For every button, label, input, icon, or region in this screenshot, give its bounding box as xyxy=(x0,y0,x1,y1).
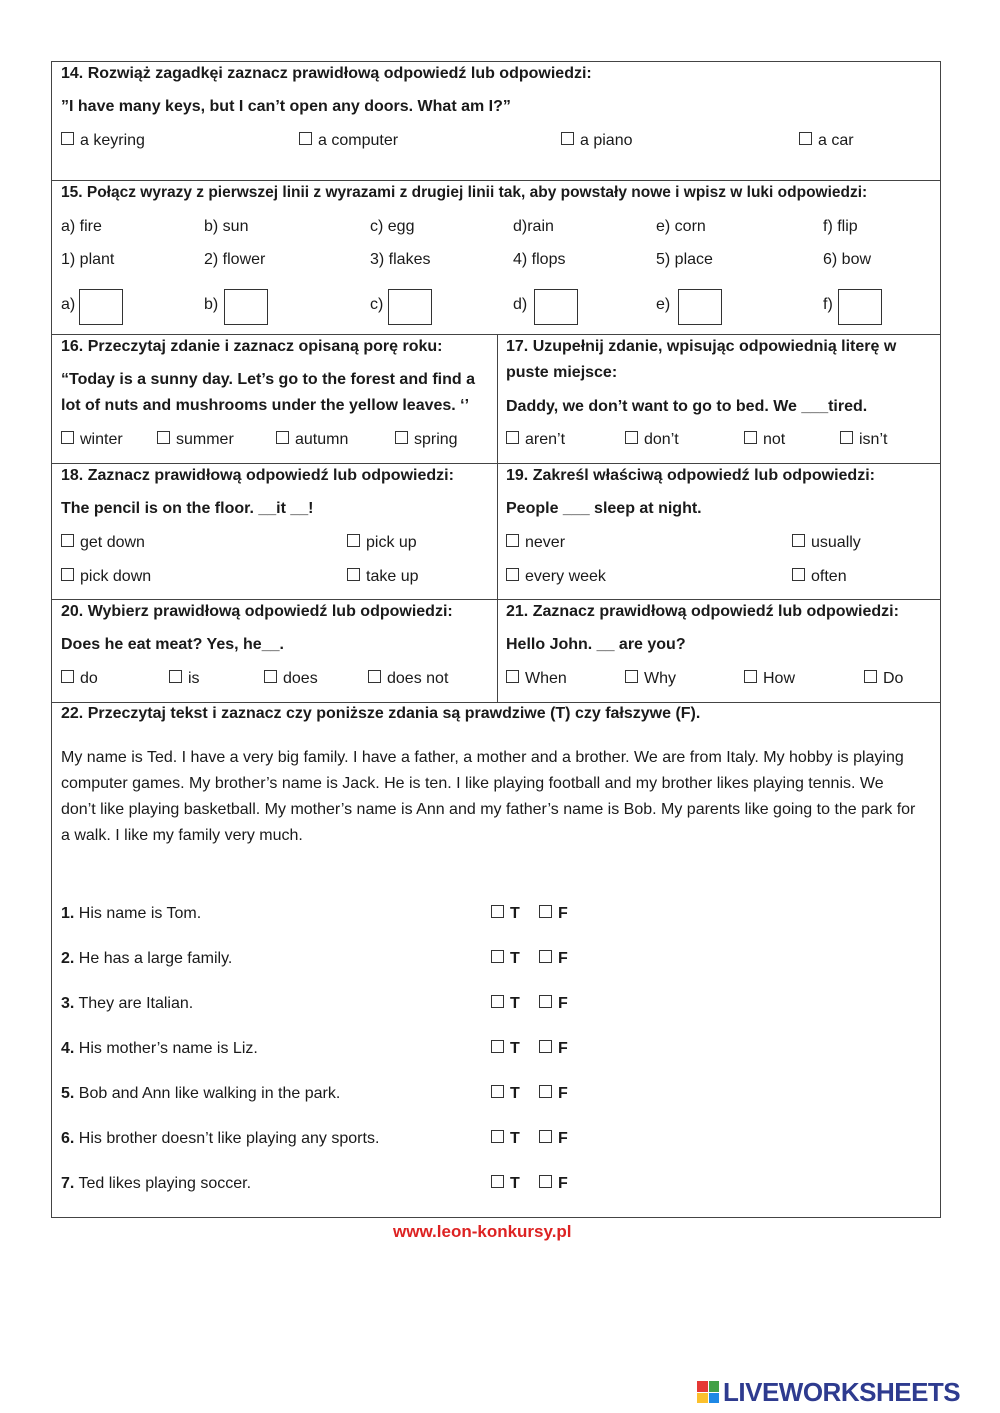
q17-option[interactable]: aren’t xyxy=(506,430,565,450)
worksheet-table xyxy=(51,61,941,1218)
q22-statement: 3. They are Italian. xyxy=(61,995,194,1012)
q22-statement: 7. Ted likes playing soccer. xyxy=(61,1175,252,1192)
checkbox-icon[interactable] xyxy=(299,132,312,145)
true-option[interactable]: T xyxy=(491,1084,520,1104)
q15-answer-label: c) xyxy=(370,296,384,313)
false-option[interactable]: F xyxy=(539,1129,568,1149)
divider xyxy=(52,463,940,464)
q18-option[interactable]: take up xyxy=(347,567,418,587)
q20-title: 20. Wybierz prawidłową odpowiedź lub odpowiedzi: xyxy=(61,603,453,620)
false-option[interactable]: F xyxy=(539,994,568,1014)
checkbox-icon[interactable] xyxy=(539,950,552,963)
q15-first-word: b) sun xyxy=(204,218,249,235)
checkbox-icon[interactable] xyxy=(506,568,519,581)
checkbox-icon[interactable] xyxy=(625,670,638,683)
q20-option[interactable]: does not xyxy=(368,669,448,689)
checkbox-icon[interactable] xyxy=(491,1175,504,1188)
q21-option[interactable]: Do xyxy=(864,669,903,689)
q15-answer-label: f) xyxy=(823,296,833,313)
q16-option[interactable]: winter xyxy=(61,430,123,450)
q15-second-word: 1) plant xyxy=(61,251,115,268)
q14-option[interactable]: a computer xyxy=(299,131,398,151)
q14-option[interactable]: a piano xyxy=(561,131,633,151)
q19-title: 19. Zakreśl właściwą odpowiedź lub odpowiedzi: xyxy=(506,467,875,484)
q19-sentence: People ___ sleep at night. xyxy=(506,500,702,517)
q18-option[interactable]: get down xyxy=(61,533,145,553)
q15-first-word: c) egg xyxy=(370,218,415,235)
false-option[interactable]: F xyxy=(539,1039,568,1059)
q15-first-word: e) corn xyxy=(656,218,706,235)
q16-option[interactable]: autumn xyxy=(276,430,348,450)
q15-second-word: 6) bow xyxy=(823,251,872,268)
checkbox-icon[interactable] xyxy=(491,1130,504,1143)
checkbox-icon[interactable] xyxy=(491,1040,504,1053)
q18-sentence: The pencil is on the floor. __it __! xyxy=(61,500,314,517)
q15-second-word: 2) flower xyxy=(204,251,266,268)
q16-option[interactable]: spring xyxy=(395,430,458,450)
q19-option[interactable]: often xyxy=(792,567,847,587)
true-option[interactable]: T xyxy=(491,1174,520,1194)
divider xyxy=(52,599,940,600)
q21-option[interactable]: How xyxy=(744,669,795,689)
q17-sentence: Daddy, we don’t want to go to bed. We ___tired. xyxy=(506,398,868,415)
checkbox-icon[interactable] xyxy=(539,1085,552,1098)
q15-second-word: 3) flakes xyxy=(370,251,431,268)
q18-option[interactable]: pick down xyxy=(61,567,151,587)
logo-tile xyxy=(697,1393,708,1404)
q15-answer-box-a[interactable] xyxy=(79,289,123,325)
logo-tile xyxy=(709,1381,720,1392)
checkbox-icon[interactable] xyxy=(744,670,757,683)
checkbox-icon[interactable] xyxy=(539,1130,552,1143)
false-option[interactable]: F xyxy=(539,949,568,969)
q15-answer-box-b[interactable] xyxy=(224,289,268,325)
q16-option[interactable]: summer xyxy=(157,430,234,450)
q14-riddle: ”I have many keys, but I can’t open any doors. What am I?” xyxy=(61,98,511,115)
q17-option[interactable]: not xyxy=(744,430,785,450)
checkbox-icon[interactable] xyxy=(506,534,519,547)
q22-statement: 4. His mother’s name is Liz. xyxy=(61,1040,258,1057)
q17-title: 17. Uzupełnij zdanie, wpisując odpowiednią literę w puste miejsce: xyxy=(506,338,897,381)
q15-answer-label: b) xyxy=(204,296,219,313)
q21-sentence: Hello John. __ are you? xyxy=(506,636,686,653)
logo-tile xyxy=(709,1393,720,1404)
logo-text: LIVEWORKSHEETS xyxy=(723,1376,961,1407)
q15-first-word: a) fire xyxy=(61,218,102,235)
q15-answer-label: a) xyxy=(61,296,76,313)
liveworksheets-logo xyxy=(697,1378,960,1406)
checkbox-icon[interactable] xyxy=(561,132,574,145)
q20-option[interactable]: do xyxy=(61,669,98,689)
q15-second-word: 5) place xyxy=(656,251,713,268)
false-option[interactable]: F xyxy=(539,1084,568,1104)
q22-title: 22. Przeczytaj tekst i zaznacz czy poniższe zdania są prawdziwe (T) czy fałszywe (F). xyxy=(61,705,701,722)
footer-link[interactable]: www.leon-konkursy.pl xyxy=(393,1222,572,1241)
q15-second-word: 4) flops xyxy=(513,251,566,268)
checkbox-icon[interactable] xyxy=(61,431,74,444)
q15-title: 15. Połącz wyrazy z pierwszej linii z wyrazami z drugiej linii tak, aby powstały nowe i wpisz w luki odpowiedzi: xyxy=(61,184,868,201)
q22-statement: 6. His brother doesn’t like playing any sports. xyxy=(61,1130,380,1147)
q21-option[interactable]: When xyxy=(506,669,567,689)
q22-reading-text: My name is Ted. I have a very big family. I have a father, a mother and a brother. We are from Italy. My hobby is playing computer games. My brother’s name is Jack. He is ten. I like playing football and my brother likes playing tennis. We don’t like playing basketball. My mother’s name is Ann and my father’s name is Bob. My parents like going to the park for a walk. I like my family very much. xyxy=(61,749,916,844)
checkbox-icon[interactable] xyxy=(264,670,277,683)
checkbox-icon[interactable] xyxy=(347,568,360,581)
divider xyxy=(52,702,940,703)
checkbox-icon[interactable] xyxy=(491,995,504,1008)
checkbox-icon[interactable] xyxy=(276,431,289,444)
q14-option[interactable]: a keyring xyxy=(61,131,145,151)
q18-title: 18. Zaznacz prawidłową odpowiedź lub odpowiedzi: xyxy=(61,467,454,484)
true-option[interactable]: T xyxy=(491,1039,520,1059)
checkbox-icon[interactable] xyxy=(840,431,853,444)
q15-first-word: f) flip xyxy=(823,218,858,235)
q22-statement: 5. Bob and Ann like walking in the park. xyxy=(61,1085,341,1102)
checkbox-icon[interactable] xyxy=(864,670,877,683)
q15-first-word: d)rain xyxy=(513,218,554,235)
checkbox-icon[interactable] xyxy=(347,534,360,547)
q21-option[interactable]: Why xyxy=(625,669,676,689)
checkbox-icon[interactable] xyxy=(157,431,170,444)
checkbox-icon[interactable] xyxy=(61,132,74,145)
checkbox-icon[interactable] xyxy=(491,905,504,918)
q17-option[interactable]: don’t xyxy=(625,430,679,450)
false-option[interactable]: F xyxy=(539,1174,568,1194)
checkbox-icon[interactable] xyxy=(625,431,638,444)
checkbox-icon[interactable] xyxy=(61,670,74,683)
q16-title: 16. Przeczytaj zdanie i zaznacz opisaną porę roku: xyxy=(61,338,443,355)
q14-title: 14. Rozwiąż zagadkęi zaznacz prawidłową odpowiedź lub odpowiedzi: xyxy=(61,65,592,82)
checkbox-icon[interactable] xyxy=(799,132,812,145)
q17-option[interactable]: isn’t xyxy=(840,430,887,450)
checkbox-icon[interactable] xyxy=(539,905,552,918)
checkbox-icon[interactable] xyxy=(539,1040,552,1053)
checkbox-icon[interactable] xyxy=(61,534,74,547)
logo-tile xyxy=(697,1381,708,1392)
q18-option[interactable]: pick up xyxy=(347,533,417,553)
checkbox-icon[interactable] xyxy=(792,568,805,581)
true-option[interactable]: T xyxy=(491,1129,520,1149)
q22-statement: 1. His name is Tom. xyxy=(61,905,202,922)
checkbox-icon[interactable] xyxy=(491,1085,504,1098)
checkbox-icon[interactable] xyxy=(491,950,504,963)
checkbox-icon[interactable] xyxy=(506,670,519,683)
true-option[interactable]: T xyxy=(491,904,520,924)
checkbox-icon[interactable] xyxy=(539,995,552,1008)
q15-answer-box-c[interactable] xyxy=(388,289,432,325)
q21-title: 21. Zaznacz prawidłową odpowiedź lub odpowiedzi: xyxy=(506,603,899,620)
q15-answer-label: d) xyxy=(513,296,528,313)
column-divider xyxy=(497,334,498,702)
checkbox-icon[interactable] xyxy=(368,670,381,683)
true-option[interactable]: T xyxy=(491,949,520,969)
checkbox-icon[interactable] xyxy=(61,568,74,581)
checkbox-icon[interactable] xyxy=(539,1175,552,1188)
q22-statement: 2. He has a large family. xyxy=(61,950,233,967)
checkbox-icon[interactable] xyxy=(506,431,519,444)
checkbox-icon[interactable] xyxy=(169,670,182,683)
checkbox-icon[interactable] xyxy=(395,431,408,444)
q19-option[interactable]: usually xyxy=(792,533,861,553)
q15-answer-box-f[interactable] xyxy=(838,289,882,325)
logo-mark-icon xyxy=(697,1381,719,1403)
q20-option[interactable]: does xyxy=(264,669,318,689)
checkbox-icon[interactable] xyxy=(744,431,757,444)
divider xyxy=(52,180,940,181)
q15-answer-box-e[interactable] xyxy=(678,289,722,325)
q19-option[interactable]: every week xyxy=(506,567,606,587)
q14-option[interactable]: a car xyxy=(799,131,854,151)
checkbox-icon[interactable] xyxy=(792,534,805,547)
q19-option[interactable]: never xyxy=(506,533,565,553)
true-option[interactable]: T xyxy=(491,994,520,1014)
q20-option[interactable]: is xyxy=(169,669,200,689)
q20-sentence: Does he eat meat? Yes, he__. xyxy=(61,636,284,653)
q15-answer-label: e) xyxy=(656,296,671,313)
q16-sentence: “Today is a sunny day. Let’s go to the forest and find a lot of nuts and mushrooms under the yellow leaves. ‘’ xyxy=(61,371,475,414)
q15-answer-box-d[interactable] xyxy=(534,289,578,325)
false-option[interactable]: F xyxy=(539,904,568,924)
